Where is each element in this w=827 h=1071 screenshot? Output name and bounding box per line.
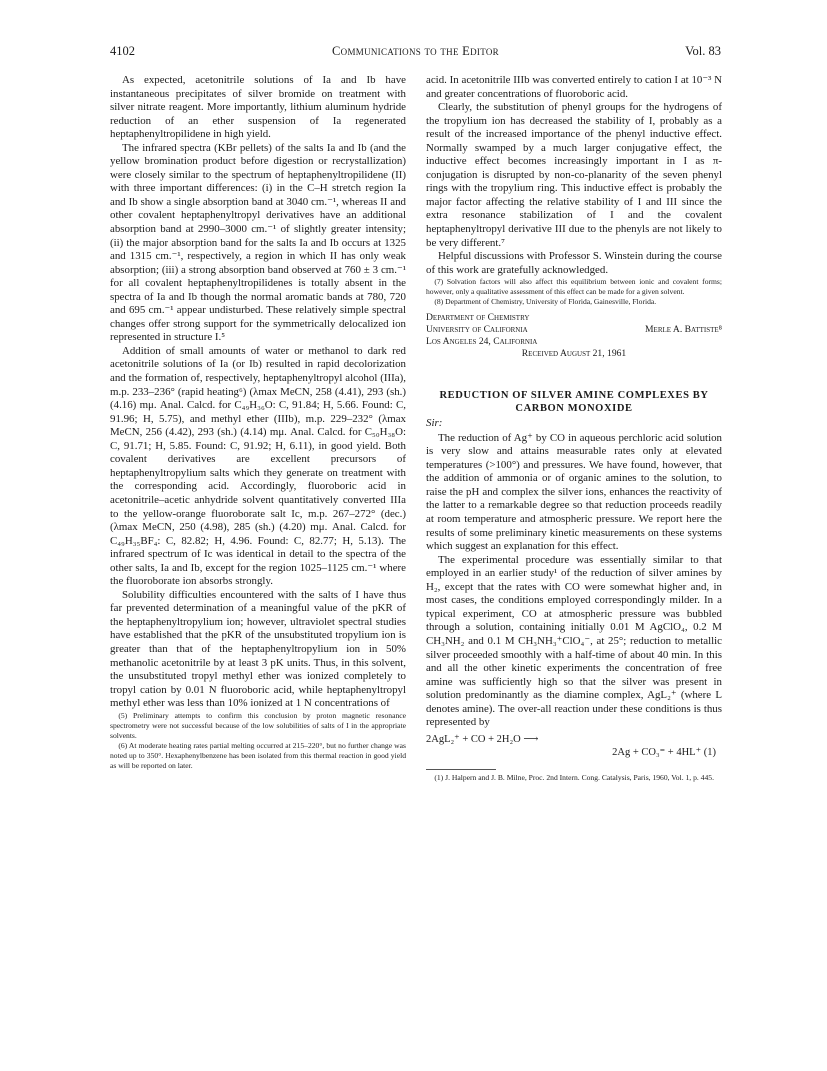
address-line: Department of Chemistry xyxy=(426,312,530,324)
article-title-line: REDUCTION OF SILVER AMINE COMPLEXES BY xyxy=(439,390,709,402)
volume-label: Vol. 83 xyxy=(685,44,721,58)
author-address xyxy=(426,312,722,348)
body-paragraph: Clearly, the substitution of phenyl groups for the hydrogens of the tropylium ion has decreased the stability of I, probably as a result of the increased importance of the phenyl inductive effect. Normally swamped by a much larger conjugative effect, the inductive effect becomes increasingly important in I as π-conjugation is disrupted by non-co-planarity of the seven phenyl rings with the tropylium ring. This inductive effect is probably the major factor affecting the relative stability of I and III since the extra resonance stabilization of I and the covalent heptaphenyltropyl derivative III due to the phenyls are not likely to be very different.⁷ xyxy=(426,101,722,249)
received-date: Received August 21, 1961 xyxy=(521,348,627,360)
journal-title: Communications to the Editor xyxy=(332,44,499,58)
body-paragraph: The infrared spectra (KBr pellets) of the salts Ia and Ib (and the yellow bromination product before digestion or recrystallization) were closely similar to the spectrum of heptaphenyltropilidene (II) with three important differences: (i) in the C–H stretch region Ia and Ib show a single absorption band at 3040 cm.⁻¹, whereas II and other covalent heptaphenyltropyl derivatives have an additional absorption band at 2990–3000 cm.⁻¹ of slightly greater intensity; (ii) the major absorption band for the salts Ia and Ib occurs at 1325 and 1315 cm.⁻¹, respectively, a region in which II has only weak absorption; (iii) a strong absorption band observed at 760 ± 3 cm.⁻¹ for all covalent heptaphenyltropilidenes is totally absent in the spectra of Ia and Ib though the normal aromatic bands at 780, 720 and 695 cm.⁻¹ appear undisturbed. These relatively simple spectral changes offer strong support for the symmetrically delocalized ion represented in structure I.⁵ xyxy=(110,141,406,344)
article-title xyxy=(426,390,722,415)
equation-line: 2Ag + CO₃⁼ + 4HL⁺ (1) xyxy=(612,746,716,758)
footnote: (7) Solvation factors will also affect this equilibrium between ionic and covalent forms; however, only a qualitative assessment of this effect can be made for a given solvent. xyxy=(426,277,722,297)
address-row xyxy=(426,324,722,336)
address-line: Los Angeles 24, California xyxy=(426,336,538,348)
body-paragraph: As expected, acetonitrile solutions of Ia and Ib have instantaneous precipitates of silver bromide on treatment with silver nitrate reagent. More importantly, lithium aluminum hydride reduction of an ether suspension of Ia regenerated heptaphenyltropilidene in high yield. xyxy=(110,74,406,141)
article-title-line: CARBON MONOXIDE xyxy=(515,402,633,414)
author-name: Merle A. Battiste⁸ xyxy=(645,324,722,336)
body-paragraph: acid. In acetonitrile IIIb was converted entirely to cation I at 10⁻³ N and greater concentrations of fluoroboric acid. xyxy=(426,74,722,100)
body-paragraph: The experimental procedure was essentially similar to that employed in an earlier study¹ of the reduction of silver amines by H₂, except that the rates with CO were somewhat higher and, in most cases, the conditions employed correspondingly milder. In a typical experiment, CO at atmospheric pressure was bubbled through a solution, containing initially 0.01 M AgClO₄, 0.2 M CH₃NH₂ and 0.1 M CH₃NH₃⁺ClO₄⁻, at 25°; reduction to metallic silver proceeded smoothly with a half-time of about 40 min. In this and all the other kinetic experiments the concentration of free amine was sufficiently high so that the silver was present in solution predominantly as the diamine complex, AgL₂⁺ (where L denotes amine). The over-all reaction under these conditions is thus represented by xyxy=(426,553,722,729)
body-paragraph: The reduction of Ag⁺ by CO in aqueous perchloric acid solution is very slow and attains measurable rates only at elevated temperatures (>100°) and pressures. We have found, however, that the addition of ammonia or of organic amines to the solution, to raise the pH and complex the silver ions, enhances the reactivity of the latter to a remarkable degree so that reduction proceeds readily at room temperature and atmospheric pressure. We report here the results of some preliminary kinetic measurements on these systems which suggest an explanation for this effect. xyxy=(426,431,722,553)
footnote: (6) At moderate heating rates partial melting occurred at 215–220°, but no further change was noted up to 350°. Hexaphenylbenzene has been isolated from this thermal reaction in good yield as will be reported on later. xyxy=(110,740,406,770)
running-header xyxy=(110,43,721,59)
page-number: 4102 xyxy=(110,44,135,58)
reference: (1) J. Halpern and J. B. Milne, Proc. 2nd Intern. Cong. Catalysis, Paris, 1960, Vol. 1, p. 445. xyxy=(434,772,714,782)
body-paragraph: Helpful discussions with Professor S. Winstein during the course of this work are gratefully acknowledged. xyxy=(426,250,722,276)
body-paragraph: Addition of small amounts of water or methanol to dark red acetonitrile solutions of Ia (or Ib) resulted in rapid decolorization and the formation of, respectively, heptaphenyltropyl alcohol (IIIa), m.p. 233–236° (rapid heating⁶) (λmax MeCN, 258 (4.41), 293 (sh.) (4.16) mμ. Anal. Calcd. for C₄₉H₃₆O: C, 91.84; H, 5.66. Found: C, 91.96; H, 5.75), and methyl ether (IIIb), m.p. 229–232° (λmax MeCN, 256 (4.42), 293 (sh.) (4.14) mμ. Anal. Calcd. for C₅₀H₃₈O: C, 91.71; H, 5.85. Found: C, 91.92; H, 6.11), in good yield. Both covalent derivatives are excellent precursors of heptaphenyltropylium salts which they generate on treatment with the corresponding acid. Accordingly, fluoroboric acid in acetonitrile–acetic anhydride solvent quantitatively converted IIIa to the yellow-orange fluoroborate salt Ic, m.p. 267–272° (dec.) (λmax MeCN, 250 (4.98), 285 (sh.) (4.20) mμ. Anal. Calcd. for C₄₉H₃₅BF₄: C, 82.82; H, 4.96. Found: C, 82.77; H, 5.13). The infrared spectrum of Ic was identical in detail to the spectra of the other salts, Ia and Ib, except for the region 1025–1125 cm.⁻¹ where the fluoroborate ion absorbs strongly. xyxy=(110,344,406,588)
equation-line: 2AgL₂⁺ + CO + 2H₂O ⟶ xyxy=(426,733,539,745)
salutation: Sir: xyxy=(426,417,443,430)
left-column xyxy=(110,74,406,771)
footnote: (5) Preliminary attempts to confirm this conclusion by proton magnetic resonance spectrometry were not successful because of the low solubilities of salts of I in the appropriate solvents. xyxy=(110,710,406,740)
footnote: (8) Department of Chemistry, University of Florida, Gainesville, Florida. xyxy=(434,297,657,307)
right-column xyxy=(426,74,722,783)
body-paragraph: Solubility difficulties encountered with the salts of I have thus far prevented determination of a meaningful value of the pKR of the heptaphenyltropylium ion; however, ultraviolet spectral studies have established that the pKR of the unsubstituted tropylium ion is greater than that of the heptaphenyltropylium ion in 50% methanolic acetonitrile by at least 3 pK units. Thus, in this solvent, the unsubstituted tropyl methyl ether was ionized completely to tropyl cation by 0.01 N fluoroboric acid, while heptaphenyltropyl methyl ether was less than 10% ionized at 1 N concentrations of xyxy=(110,588,406,710)
footnote-rule xyxy=(426,769,496,770)
address-line: University of California xyxy=(426,324,528,336)
